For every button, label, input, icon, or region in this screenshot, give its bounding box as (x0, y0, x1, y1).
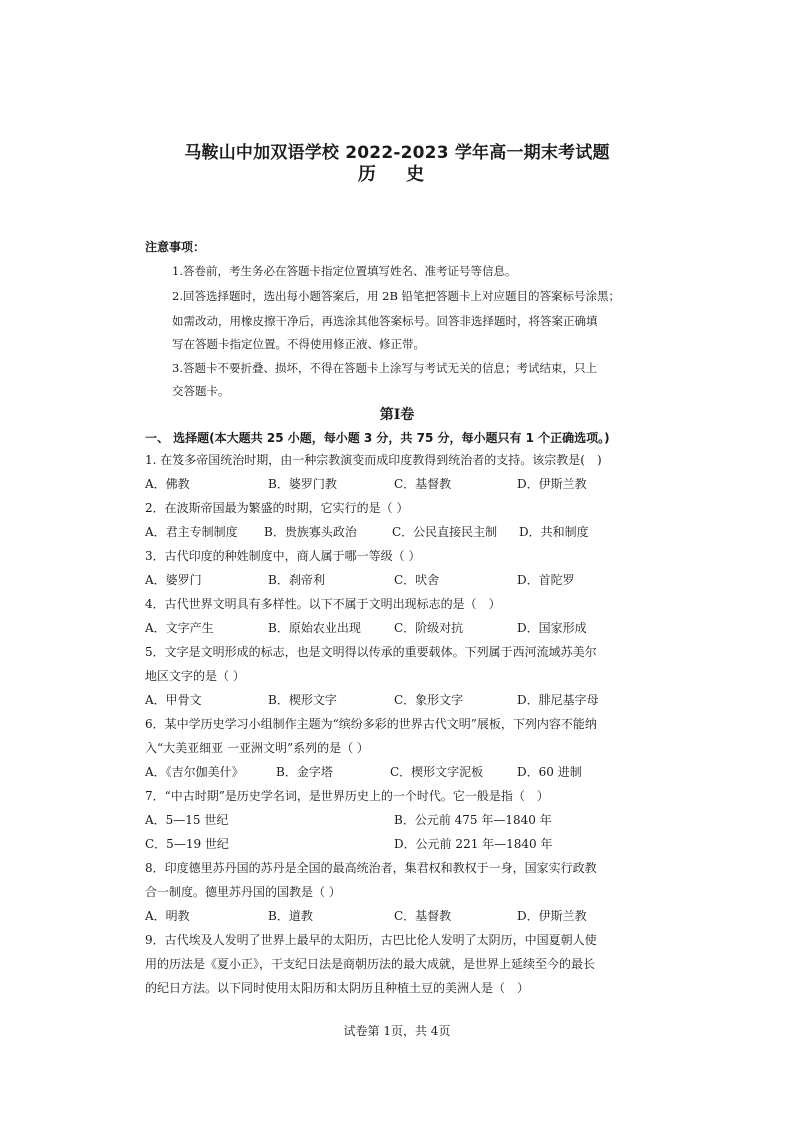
option-d: D．腓尼基字母 (517, 693, 599, 707)
option-b: B．道教 (268, 909, 313, 923)
option-a: A．文字产生 (145, 621, 214, 635)
question-stem: 3．古代印度的种姓制度中，商人属于哪一等级（ ） (145, 549, 421, 563)
option-a: A．佛教 (145, 477, 190, 491)
option-b: B．贵族寡头政治 (264, 525, 357, 539)
option-d: D．首陀罗 (517, 573, 575, 587)
section-title: 第Ⅰ卷 (379, 407, 415, 423)
option-c: C．5—19 世纪 (145, 837, 229, 851)
option-c: C．象形文字 (394, 693, 464, 707)
option-d: D．60 进制 (517, 765, 582, 779)
question-stem: 用的历法是《夏小正》，干支纪日法是商朝历法的最大成就，是世界上延续至今的最长 (145, 957, 596, 971)
notice-line: 2.回答选择题时，选出每小题答案后，用 2B 铅笔把答题卡上对应题目的答案标号涂黑； (172, 289, 621, 303)
option-c: C．楔形文字泥板 (390, 765, 484, 779)
option-d: D．公元前 221 年—1840 年 (394, 837, 553, 851)
option-b: B．原始农业出现 (268, 621, 361, 635)
question-stem: 5．文字是文明形成的标志，也是文明得以传承的重要载体。下列属于西河流域苏美尔 (145, 645, 597, 659)
option-b: B．金字塔 (276, 765, 333, 779)
option-d: D．国家形成 (517, 621, 587, 635)
question-stem: 的纪日方法。以下同时使用太阳历和太阴历且种植土豆的美洲人是（ ） (145, 981, 530, 995)
question-stem: 7．“中古时期”是历史学名词，是世界历史上的一个时代。它一般是指（ ） (145, 789, 549, 803)
question-stem: 入“大美亚细亚 一亚洲文明”系列的是（ ） (145, 741, 369, 755)
option-b: B．刹帝利 (268, 573, 325, 587)
option-a: A．君主专制制度 (145, 525, 238, 539)
notice-heading: 注意事项： (145, 240, 206, 254)
option-c: C．基督教 (394, 477, 452, 491)
question-stem: 9．古代埃及人发明了世界上最早的太阳历，古巴比伦人发明了太阴历，中国夏朝人使 (145, 933, 597, 947)
option-d: D．伊斯兰教 (517, 909, 587, 923)
option-c: C．基督教 (394, 909, 452, 923)
option-c: C．公民直接民主制 (392, 525, 498, 539)
notice-line: 3.答题卡不要折叠、损坏，不得在答题卡上涂写与考试无关的信息；考试结束，只上 (172, 361, 597, 375)
option-b: B．楔形文字 (268, 693, 337, 707)
option-a: A．甲骨文 (145, 693, 202, 707)
option-a: A．明教 (145, 909, 190, 923)
question-stem: 1. 在笈多帝国统治时期，由一种宗教演变而成印度教得到统治者的支持。该宗教是( ) (145, 453, 602, 467)
option-c: C．阶级对抗 (394, 621, 464, 635)
part-heading: 一、 选择题(本大题共 25 小题，每小题 3 分，共 75 分，每小题只有 1 个正确选项。) (145, 431, 610, 445)
option-a: A．婆罗门 (145, 573, 202, 587)
question-stem: 2．在波斯帝国最为繁盛的时期，它实行的是（ ） (145, 501, 409, 515)
option-a: A．《吉尔伽美什》 (145, 765, 244, 779)
option-a: A．5—15 世纪 (145, 813, 229, 827)
option-b: B．婆罗门教 (268, 477, 337, 491)
subject-title: 历 史 (357, 164, 437, 185)
option-d: D．伊斯兰教 (517, 477, 587, 491)
page-footer: 试卷第 1页，共 4页 (343, 1024, 451, 1038)
notice-line: 如需改动，用橡皮擦干净后，再选涂其他答案标号。回答非选择题时，将答案正确填 (172, 314, 598, 328)
option-c: C．吠舍 (394, 573, 440, 587)
question-stem: 4．古代世界文明具有多样性。以下不属于文明出现标志的是（ ） (145, 597, 501, 611)
question-stem: 合一制度。德里苏丹国的国教是（ ） (145, 885, 341, 899)
notice-line: 写在答题卡指定位置。不得使用修正液、修正带。 (172, 337, 425, 351)
option-b: B．公元前 475 年—1840 年 (394, 813, 552, 827)
question-stem: 8．印度德里苏丹国的苏丹是全国的最高统治者，集君权和教权于一身，国家实行政教 (145, 861, 597, 875)
notice-line: 交答题卡。 (172, 384, 230, 398)
question-stem: 6．某中学历史学习小组制作主题为“缤纷多彩的世界古代文明”展板，下列内容不能纳 (145, 717, 597, 731)
exam-title: 马鞍山中加双语学校 2022-2023 学年高一期末考试题 (184, 143, 610, 163)
notice-line: 1.答卷前，考生务必在答题卡指定位置填写姓名、准考证号等信息。 (172, 264, 517, 278)
question-stem: 地区文字的是（ ） (145, 669, 245, 683)
option-d: D．共和制度 (519, 525, 589, 539)
